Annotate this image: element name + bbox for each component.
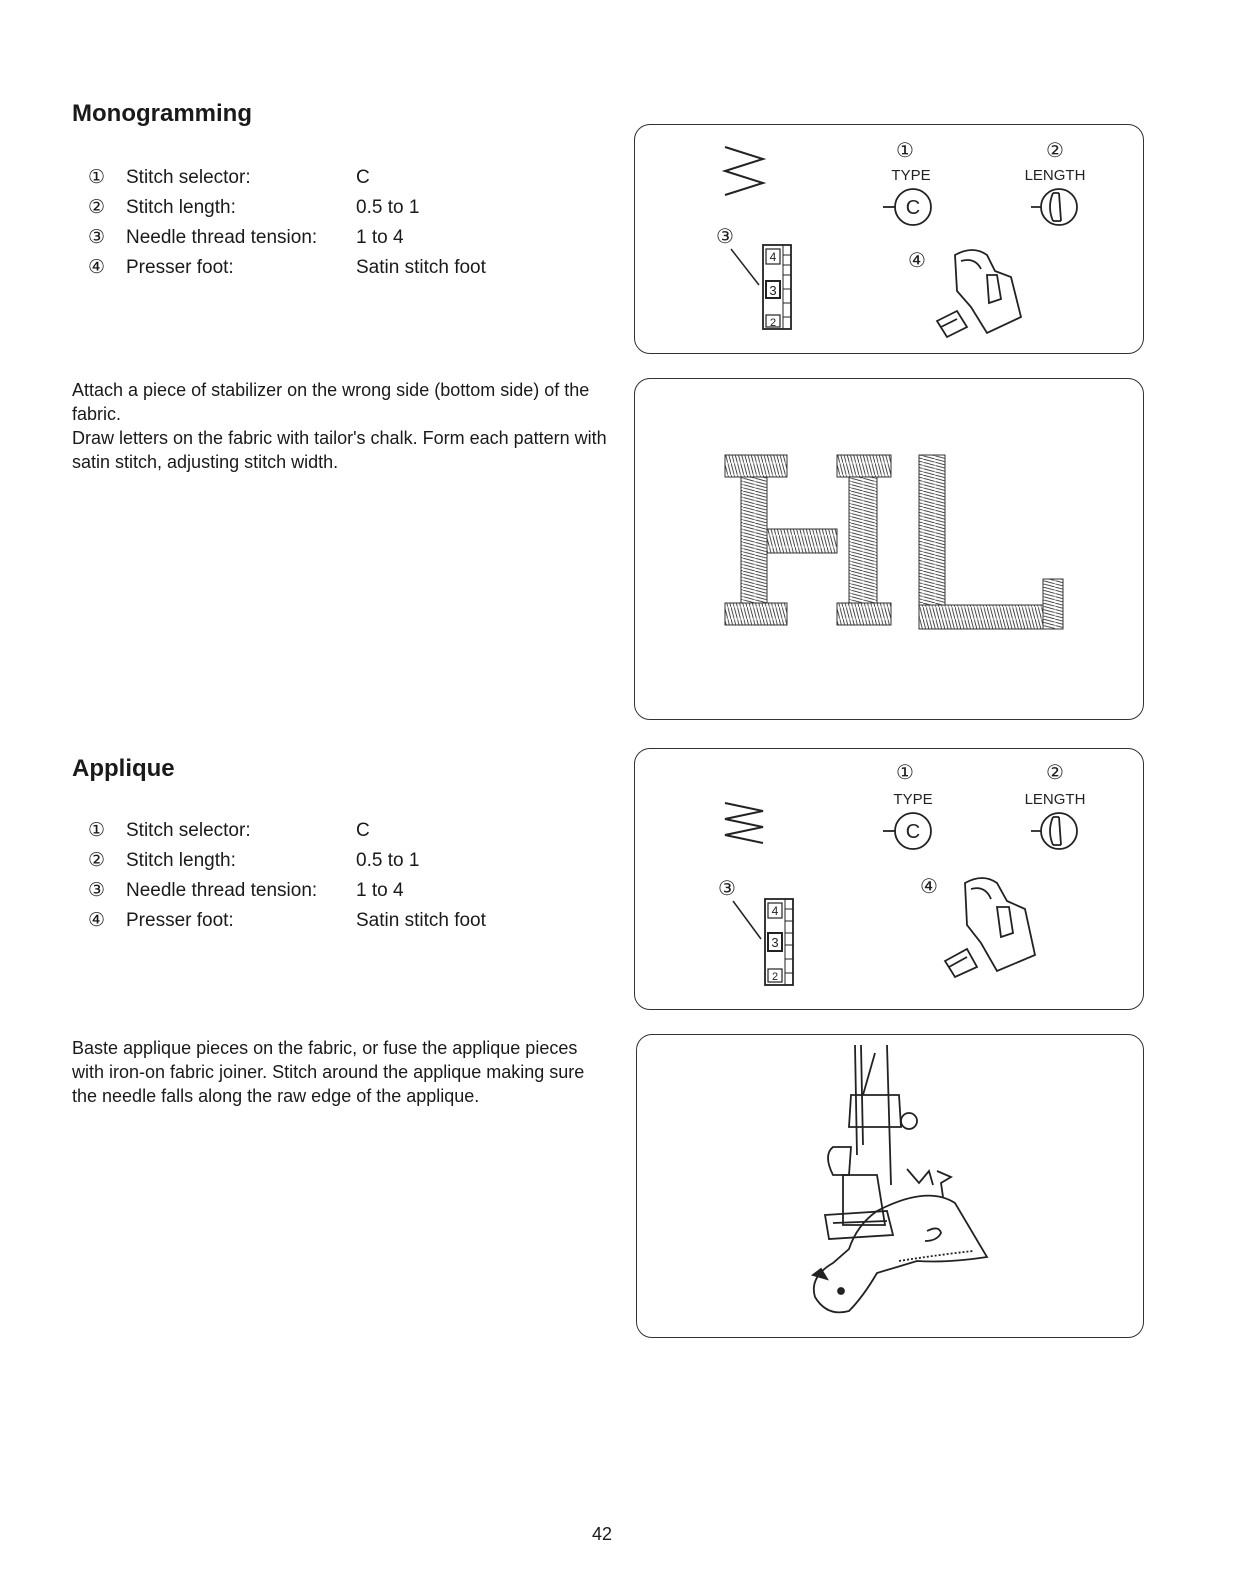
- monogramming-description: Attach a piece of stabilizer on the wrong side (bottom side) of the fabric.: [72, 380, 590, 424]
- callout-3: ③: [716, 226, 734, 248]
- callout-number: ③: [88, 880, 106, 901]
- callout-4: ④: [920, 876, 938, 898]
- setting-value: C: [356, 820, 370, 841]
- callout-number: ②: [88, 850, 106, 871]
- tension-dial-icon: [765, 899, 793, 985]
- tension-mark-3: 3: [771, 935, 779, 950]
- length-dial-icon: [1031, 813, 1077, 849]
- callout-number: ②: [88, 197, 106, 218]
- applique-settings-figure: [634, 748, 1144, 1010]
- monogram-hl-figure: [634, 378, 1144, 720]
- tension-mark-2: 2: [769, 317, 777, 329]
- callout-number: ③: [88, 227, 106, 248]
- callout-3-leader: [733, 901, 761, 939]
- setting-value: 1 to 4: [356, 880, 404, 901]
- callout-3: ③: [718, 878, 736, 900]
- length-dial-icon: [1031, 189, 1077, 225]
- setting-label: Stitch length:: [126, 850, 236, 871]
- type-label: TYPE: [893, 791, 933, 808]
- callout-number: ④: [88, 910, 106, 931]
- length-label: LENGTH: [1024, 167, 1086, 184]
- tension-mark-2: 2: [771, 971, 779, 983]
- page-number: 42: [592, 1524, 613, 1544]
- setting-value: 1 to 4: [356, 227, 404, 248]
- tension-mark-4: 4: [769, 250, 777, 264]
- setting-label: Presser foot:: [126, 910, 234, 931]
- setting-label: Stitch selector:: [126, 820, 251, 841]
- setting-value: Satin stitch foot: [356, 257, 486, 278]
- tension-dial-icon: [763, 245, 791, 329]
- type-label: TYPE: [891, 167, 931, 184]
- sewing-machine-needle-icon: [825, 1045, 917, 1239]
- applique-description: Baste applique pieces on the fabric, or fuse the applique pieces with iron-on fabric joiner. Stitch around the applique making sure the needle falls along the raw edge of the applique.: [72, 1038, 585, 1106]
- callout-2: ②: [1046, 140, 1064, 162]
- callout-number: ①: [88, 820, 106, 841]
- applique-heading: Applique: [72, 755, 175, 782]
- tension-mark-4: 4: [771, 904, 779, 918]
- zigzag-stitch-icon: [725, 147, 763, 195]
- setting-value: 0.5 to 1: [356, 850, 420, 871]
- callout-2: ②: [1046, 762, 1064, 784]
- bird-applique-icon: [813, 1169, 987, 1312]
- tension-mark-3: 3: [769, 283, 777, 298]
- callout-number: ①: [88, 167, 106, 188]
- setting-label: Presser foot:: [126, 257, 234, 278]
- callout-1: ①: [896, 762, 914, 784]
- presser-foot-icon: [945, 878, 1035, 977]
- zigzag-stitch-icon: [725, 803, 763, 843]
- callout-1: ①: [896, 140, 914, 162]
- type-dial-value: C: [905, 821, 921, 843]
- satin-stitch-letter-l: [919, 455, 1063, 629]
- setting-value: C: [356, 167, 370, 188]
- setting-value: Satin stitch foot: [356, 910, 486, 931]
- callout-4: ④: [908, 250, 926, 272]
- satin-stitch-letter-h: [725, 455, 891, 625]
- setting-label: Needle thread tension:: [126, 227, 318, 248]
- setting-label: Needle thread tension:: [126, 880, 318, 901]
- setting-label: Stitch length:: [126, 197, 236, 218]
- applique-sewing-figure: [636, 1034, 1144, 1338]
- monogramming-heading: Monogramming: [72, 100, 252, 127]
- presser-foot-icon: [937, 250, 1021, 337]
- type-dial-value: C: [905, 197, 921, 219]
- setting-label: Stitch selector:: [126, 167, 251, 188]
- callout-number: ④: [88, 257, 106, 278]
- length-label: LENGTH: [1024, 791, 1086, 808]
- setting-value: 0.5 to 1: [356, 197, 420, 218]
- monogramming-settings-figure: [634, 124, 1144, 354]
- monogramming-description-2: Draw letters on the fabric with tailor's chalk. Form each pattern with satin stitch, adjusting stitch width.: [72, 428, 607, 472]
- callout-3-leader: [731, 249, 759, 285]
